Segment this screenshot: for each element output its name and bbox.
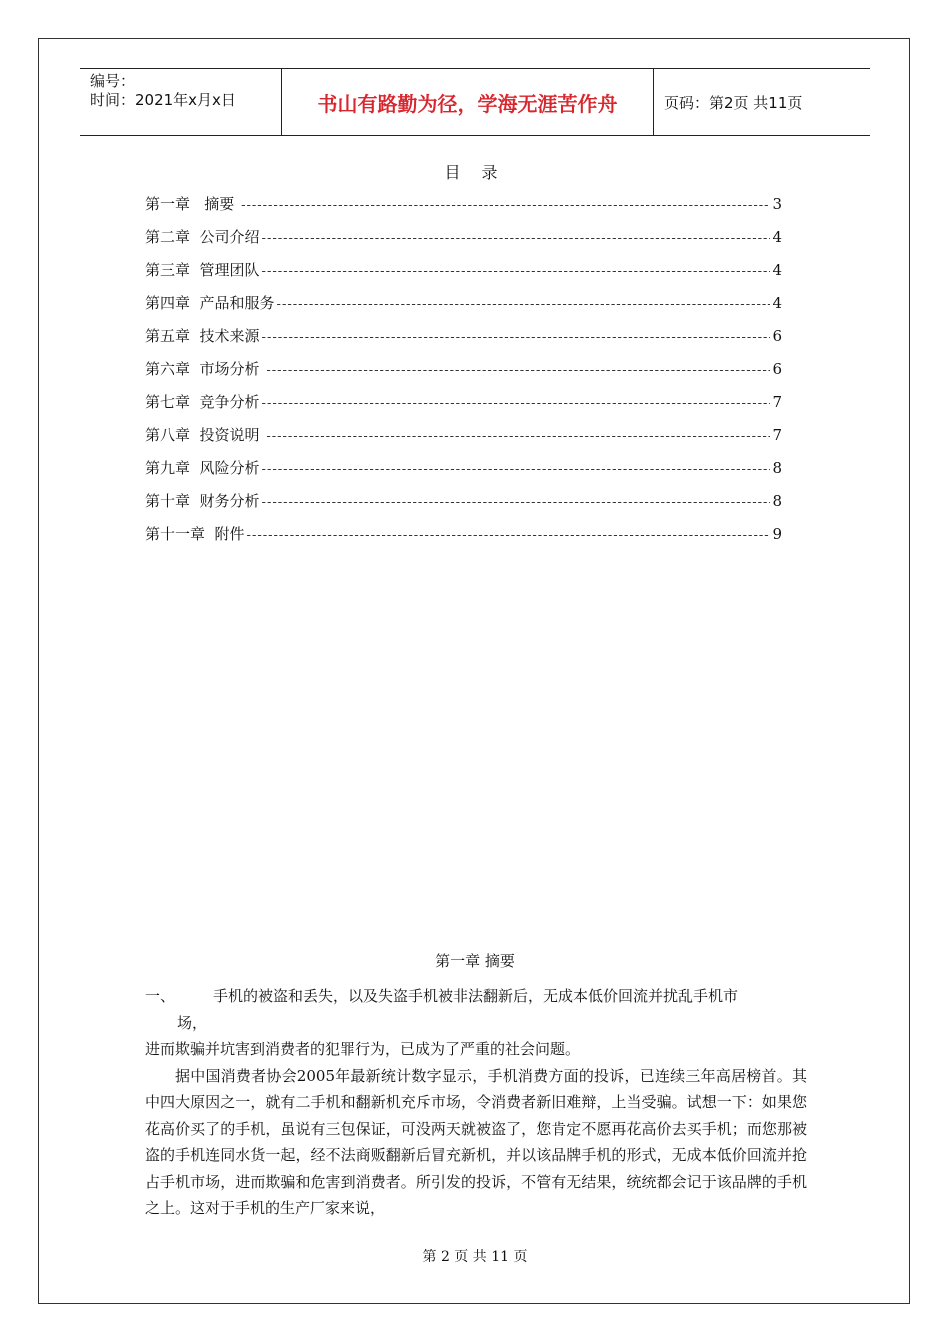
toc-title: 目 录: [444, 163, 506, 182]
section-body: [145, 983, 807, 1222]
table-of-contents: [145, 193, 782, 556]
item-continuation: 场，: [177, 1013, 208, 1032]
toc-leader-dashes: [262, 261, 771, 279]
toc-chapter-label: 第三章 管理团队: [145, 261, 260, 279]
toc-leader-dashes: [262, 228, 771, 246]
toc-chapter-label: 第六章 市场分析: [145, 360, 265, 378]
toc-leader-dashes: [262, 327, 771, 345]
toc-chapter-label: 第十一章 附件: [145, 525, 245, 543]
toc-entry[interactable]: [145, 457, 782, 490]
toc-leader-dashes: [266, 426, 770, 444]
toc-page-number: 9: [772, 525, 782, 543]
toc-entry[interactable]: [145, 259, 782, 292]
header-page-code: 页码：第2页 共11页: [664, 93, 803, 112]
date-label: 时间：2021年x月x日: [90, 91, 236, 109]
toc-page-number: 3: [772, 195, 782, 213]
toc-page-number: 7: [772, 393, 782, 411]
toc-leader-dashes: [266, 360, 770, 378]
item-number: 一、: [145, 987, 176, 1005]
toc-chapter-label: 第七章 竞争分析: [145, 393, 260, 411]
list-item: [145, 983, 807, 1010]
toc-leader-dashes: [277, 294, 771, 312]
toc-chapter-label: 第四章 产品和服务: [145, 294, 275, 312]
toc-page-number: 4: [772, 261, 782, 279]
toc-chapter-label: 第一章 摘要: [145, 195, 240, 213]
item-text: 手机的被盗和丢失，以及失盗手机被非法翻新后，无成本低价回流并扰乱手机市: [213, 987, 739, 1005]
body-line: 进而欺骗并坑害到消费者的犯罪行为，已成为了严重的社会问题。: [145, 1040, 581, 1058]
toc-chapter-label: 第二章 公司介绍: [145, 228, 260, 246]
toc-leader-dashes: [241, 195, 770, 213]
toc-page-number: 6: [772, 327, 782, 345]
toc-page-number: 4: [772, 294, 782, 312]
number-label: 编号：: [90, 72, 136, 90]
toc-entry[interactable]: [145, 490, 782, 523]
toc-entry[interactable]: [145, 193, 782, 226]
toc-chapter-label: 第九章 风险分析: [145, 459, 260, 477]
toc-entry[interactable]: [145, 523, 782, 556]
toc-chapter-label: 第八章 投资说明: [145, 426, 265, 444]
section-title: 第一章 摘要: [435, 952, 515, 970]
page-footer: 第 2 页 共 11 页: [422, 1249, 528, 1265]
toc-leader-dashes: [262, 393, 771, 411]
toc-leader-dashes: [262, 459, 771, 477]
toc-page-number: 6: [772, 360, 782, 378]
toc-entry[interactable]: [145, 358, 782, 391]
toc-entry[interactable]: [145, 391, 782, 424]
toc-leader-dashes: [262, 492, 771, 510]
toc-entry[interactable]: [145, 292, 782, 325]
toc-chapter-label: 第五章 技术来源: [145, 327, 260, 345]
toc-page-number: 8: [772, 459, 782, 477]
toc-leader-dashes: [247, 525, 771, 543]
header-meta: [80, 69, 282, 135]
body-paragraph: 据中国消费者协会2005年最新统计数字显示，手机消费方面的投诉，已连续三年高居榜首。其中四大原因之一，就有二手机和翻新机充斥市场，令消费者新旧难辩，上当受骗。试想一下：如果您花高价买了的手机，虽说有三包保证，可没两天就被盗了，您肯定不愿再花高价去买手机；而您那被盗的手机连同水货一起，经不法商贩翻新后冒充新机，并以该品牌手机的形式，无成本低价回流并抢占手机市场，进而欺骗和危害到消费者。所引发的投诉，不管有无结果，统统都会记于该品牌的手机之上。这对于手机的生产厂家来说，: [145, 1066, 807, 1217]
toc-page-number: 4: [772, 228, 782, 246]
toc-chapter-label: 第十章 财务分析: [145, 492, 260, 510]
header-motto: 书山有路勤为径，学海无涯苦作舟: [282, 69, 654, 135]
toc-entry[interactable]: [145, 424, 782, 457]
document-header: [80, 68, 870, 136]
toc-entry[interactable]: [145, 325, 782, 358]
toc-page-number: 8: [772, 492, 782, 510]
toc-page-number: 7: [772, 426, 782, 444]
toc-entry[interactable]: [145, 226, 782, 259]
